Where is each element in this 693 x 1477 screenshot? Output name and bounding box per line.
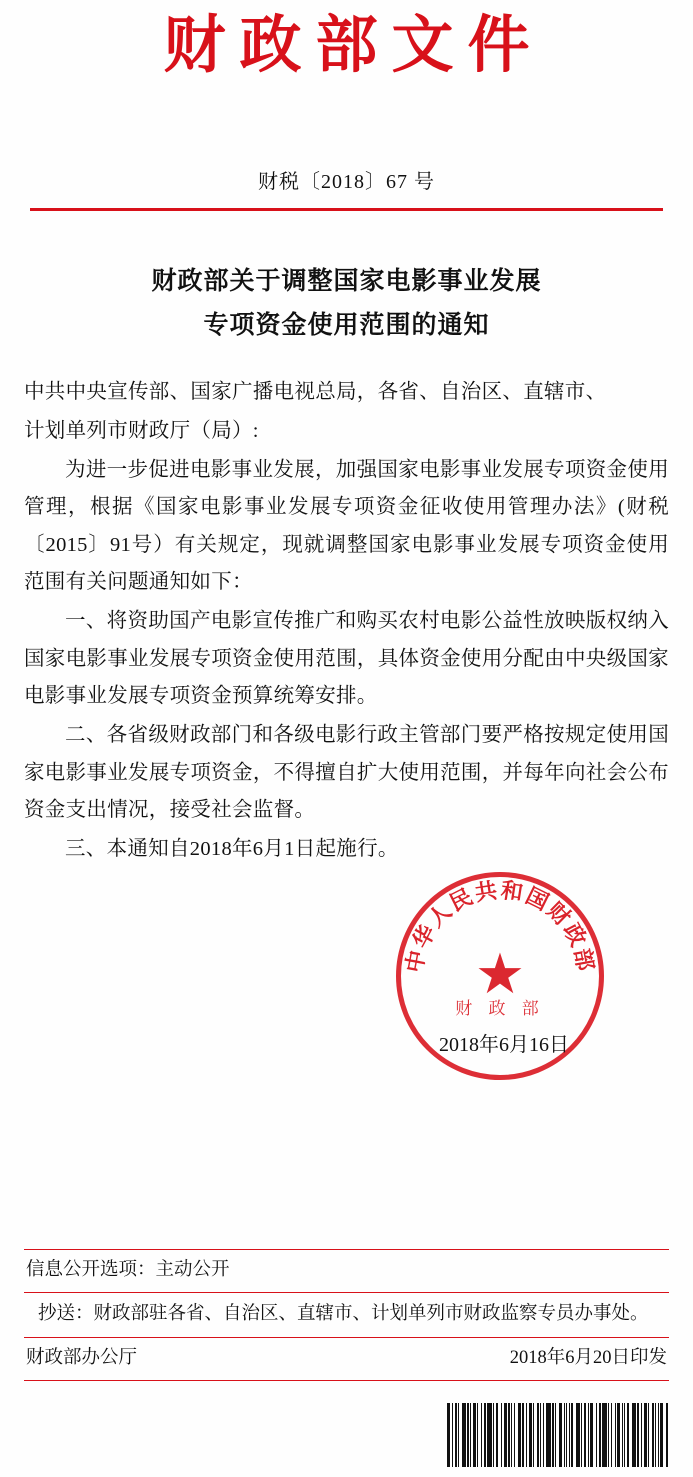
red-divider xyxy=(30,208,663,211)
footer-divider-end xyxy=(24,1380,669,1381)
barcode-gap xyxy=(668,1403,669,1467)
paragraph-preamble: 为进一步促进电影事业发展，加强国家电影事业发展专项资金使用管理，根据《国家电影事业发展专项资金征收使用管理办法》(财税〔2015〕91号）有关规定，现就调整国家电影事业发展专项资金使用范围有关问题通知如下： xyxy=(24,459,669,594)
page-title xyxy=(0,260,693,348)
paragraph-item-3: 三、本通知自2018年6月1日起施行。 xyxy=(65,838,399,861)
document-number: 财税〔2018〕67 号 xyxy=(258,171,435,194)
cc-body: 财政部驻各省、自治区、直辖市、计划单列市财政监察专员办事处。 xyxy=(93,1304,649,1325)
masthead xyxy=(0,0,693,79)
paragraph-item-2: 二、各省级财政部门和各级电影行政主管部门要严格按规定使用国家电影事业发展专项资金，不得擅自扩大使用范围，并每年向社会公布资金支出情况，接受社会监督。 xyxy=(24,724,669,821)
disclosure-row xyxy=(24,1250,669,1292)
footer-block xyxy=(24,1249,669,1381)
issuer-row xyxy=(24,1338,669,1380)
cc-label: 抄送： xyxy=(38,1304,94,1325)
barcode xyxy=(447,1403,669,1467)
cc-text xyxy=(38,1299,667,1330)
masthead-title: 财政部文件 xyxy=(163,12,544,80)
issuer-label: 财政部办公厅 xyxy=(26,1347,138,1368)
document-body xyxy=(24,374,669,869)
star-icon: ★ xyxy=(474,944,526,1007)
paragraph-item-1: 一、将资助国产电影宣传推广和购买农村电影公益性放映版权纳入国家电影事业发展专项资金使用范围，具体资金使用分配由中央级国家电影事业发展专项资金预算统筹安排。 xyxy=(24,610,669,707)
seal-arc-label: 中华人民共和国财政部 xyxy=(401,877,599,975)
seal-center-label: 财 政 部 xyxy=(455,999,545,1019)
addressee-line-1: 中共中央宣传部、国家广播电视总局，各省、自治区、直辖市、 xyxy=(24,380,607,403)
page-title-line-1: 财政部关于调整国家电影事业发展 xyxy=(151,268,542,296)
print-date: 2018年6月20日印发 xyxy=(509,1347,667,1368)
disclosure-label: 信息公开选项： xyxy=(26,1259,156,1280)
seal-date: 2018年6月16日 xyxy=(439,1034,569,1057)
seal-area xyxy=(0,870,693,1080)
addressee-line-2: 计划单列市财政厅（局）: xyxy=(24,419,259,442)
cc-row xyxy=(24,1293,669,1336)
page-title-line-2: 专项资金使用范围的通知 xyxy=(203,311,490,339)
disclosure-value: 主动公开 xyxy=(155,1259,230,1280)
